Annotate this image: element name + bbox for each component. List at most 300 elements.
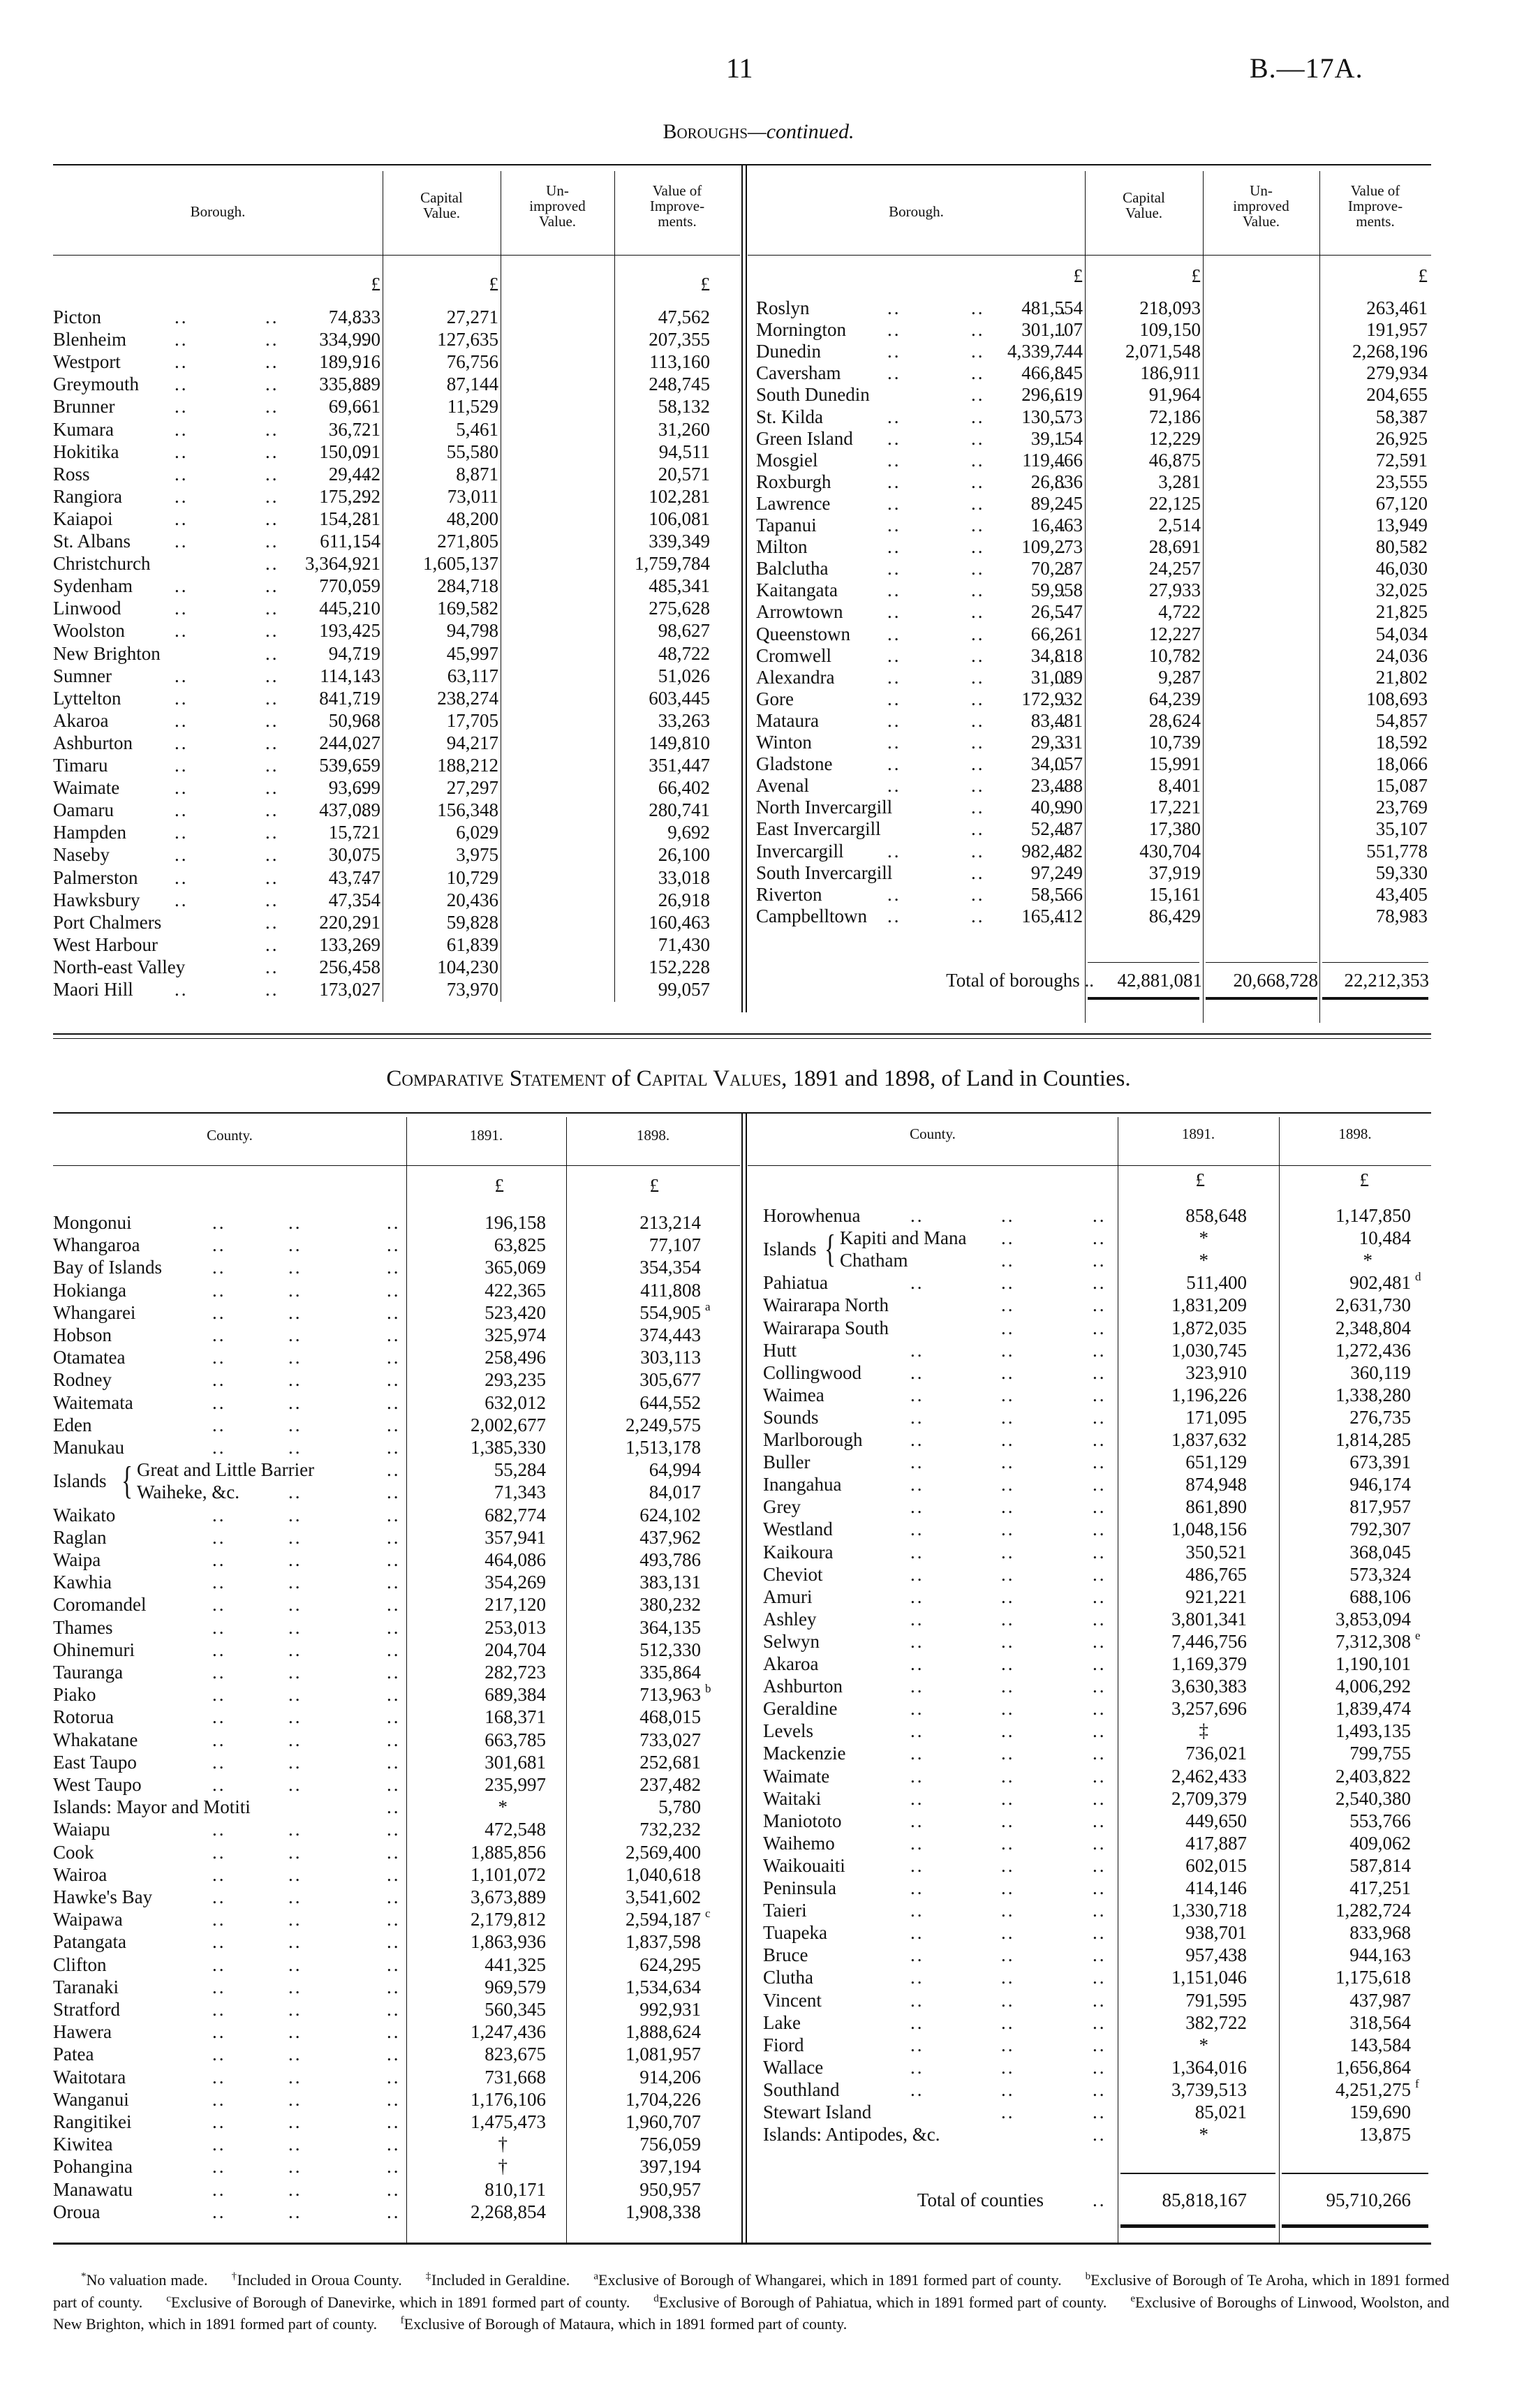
leader-dots xyxy=(175,821,188,843)
value-1891: 651,129 xyxy=(1185,1452,1247,1473)
leader-dots xyxy=(1093,1586,1107,1608)
leader-dots xyxy=(387,2155,401,2178)
borough-name: Naseby xyxy=(53,844,110,866)
borough-name: Oamaru xyxy=(53,799,114,821)
leader-dots xyxy=(910,1765,924,1787)
leader-dots xyxy=(910,1428,924,1451)
leader-dots xyxy=(1001,1249,1015,1271)
value-capital: 40,990 xyxy=(1030,797,1083,818)
value-improvements: 94,511 xyxy=(658,441,710,462)
value-capital: 29,442 xyxy=(328,463,380,485)
leader-dots xyxy=(1001,1765,1015,1787)
leader-dots xyxy=(971,557,985,579)
leader-dots xyxy=(910,1720,924,1742)
footnote-text: No valuation made. xyxy=(86,2271,208,2289)
leader-dots xyxy=(910,1653,924,1675)
county-name: Whakatane xyxy=(53,1729,138,1750)
header-1898: 1898. xyxy=(1338,1125,1372,1142)
leader-dots xyxy=(387,2133,401,2155)
table-row xyxy=(53,2201,751,2223)
value-unimproved: 64,239 xyxy=(1148,688,1201,709)
leader-dots xyxy=(971,862,985,884)
total-unimproved: 20,668,728 xyxy=(1233,970,1318,991)
leader-dots xyxy=(288,1391,302,1414)
leader-dots xyxy=(212,1504,226,1526)
leader-dots xyxy=(265,911,279,933)
value-1891: † xyxy=(498,2156,508,2178)
borough-name: Woolston xyxy=(53,620,125,642)
value-capital: 26,836 xyxy=(1030,471,1083,492)
value-1891: 3,257,696 xyxy=(1171,1698,1247,1720)
value-1898: 2,631,730 xyxy=(1335,1294,1411,1316)
leader-dots xyxy=(387,1976,401,1998)
leader-dots xyxy=(1001,1518,1015,1540)
leader-dots xyxy=(1093,1675,1107,1697)
county-name: Oroua xyxy=(53,2201,101,2222)
value-1891: 736,021 xyxy=(1185,1743,1247,1764)
leader-dots xyxy=(1093,1608,1107,1630)
table-row xyxy=(53,1706,751,1728)
table-row xyxy=(763,1227,1461,1249)
table-row xyxy=(763,2034,1461,2056)
value-1898: 364,135 xyxy=(639,1616,701,1638)
table-row xyxy=(756,406,1454,428)
leader-dots xyxy=(387,2066,401,2088)
value-unimproved: 45,997 xyxy=(446,642,498,664)
value-1891: 301,681 xyxy=(484,1751,546,1773)
value-unimproved: 37,919 xyxy=(1148,862,1201,883)
county-name: Kiwitea xyxy=(53,2134,113,2155)
borough-name: Roxburgh xyxy=(756,471,831,492)
county-name: Southland xyxy=(763,2078,840,2100)
table-row xyxy=(53,889,751,911)
value-1891: 293,235 xyxy=(484,1369,546,1391)
leader-dots xyxy=(212,1301,226,1324)
leader-dots xyxy=(1093,1877,1107,1899)
value-capital: 29,331 xyxy=(1030,732,1083,753)
value-1891: 464,086 xyxy=(484,1549,546,1570)
leader-dots xyxy=(910,2056,924,2078)
leader-dots xyxy=(212,2111,226,2133)
leader-dots xyxy=(971,579,985,601)
value-1891: 414,146 xyxy=(1185,1877,1247,1898)
borough-name: South Dunedin xyxy=(756,384,870,406)
value-1898: 303,113 xyxy=(640,1347,701,1368)
leader-dots xyxy=(887,644,901,667)
value-improvements: 248,745 xyxy=(649,374,710,395)
leader-dots xyxy=(288,1661,302,1683)
leader-dots xyxy=(175,665,188,687)
borough-name: Maori Hill xyxy=(53,979,133,1000)
leader-dots xyxy=(265,978,279,1000)
value-unimproved: 20,436 xyxy=(446,889,498,910)
borough-name: North Invercargill xyxy=(756,797,893,818)
leader-dots xyxy=(212,1526,226,1549)
borough-name: Avenal xyxy=(756,775,809,797)
leader-dots xyxy=(387,2088,401,2111)
leader-dots xyxy=(910,1697,924,1720)
table-row xyxy=(763,1384,1461,1406)
borough-name: Westport xyxy=(53,351,121,373)
leader-dots xyxy=(887,731,901,753)
leader-dots xyxy=(887,666,901,688)
value-1898: 673,391 xyxy=(1349,1452,1411,1473)
footnote-text: Exclusive of Borough of Whangarei, which in 1891 formed part of county. xyxy=(598,2271,1062,2289)
leader-dots xyxy=(212,1818,226,1840)
county-name: Otamatea xyxy=(53,1347,126,1368)
value-1898: 1,656,864 xyxy=(1335,2056,1411,2078)
value-1891: 1,169,379 xyxy=(1171,1653,1247,1674)
value-1898: 2,540,380 xyxy=(1335,1787,1411,1809)
leader-dots xyxy=(265,597,279,619)
leader-dots xyxy=(1093,2101,1107,2123)
value-unimproved: 12,227 xyxy=(1148,623,1201,644)
value-1891: 1,048,156 xyxy=(1171,1519,1247,1540)
table-row xyxy=(53,1436,751,1458)
county-name: Piako xyxy=(53,1684,96,1706)
value-1898: 7,312,308 xyxy=(1335,1630,1411,1652)
leader-dots xyxy=(1001,1742,1015,1764)
value-1891: 2,268,854 xyxy=(471,2201,546,2222)
value-capital: 34,818 xyxy=(1030,644,1083,666)
value-improvements: 98,627 xyxy=(658,620,710,642)
leader-dots xyxy=(387,1346,401,1368)
value-improvements: 33,263 xyxy=(658,709,710,731)
table-row xyxy=(53,1301,751,1324)
value-unimproved: 188,212 xyxy=(437,755,498,776)
table-row xyxy=(53,2111,751,2133)
county-name: East Taupo xyxy=(53,1751,137,1773)
table-row xyxy=(756,340,1454,362)
value-improvements: 26,100 xyxy=(658,844,710,866)
county-name: Chatham xyxy=(840,1250,908,1271)
leader-dots xyxy=(971,731,985,753)
value-1898: 1,839,474 xyxy=(1335,1698,1411,1720)
value-improvements: 204,655 xyxy=(1366,384,1428,406)
leader-dots xyxy=(1001,1832,1015,1854)
leader-dots xyxy=(212,1953,226,1976)
leader-dots xyxy=(212,1616,226,1639)
leader-dots xyxy=(887,449,901,471)
value-1891: 204,704 xyxy=(484,1639,546,1660)
currency-symbol: £ xyxy=(1195,1169,1205,1190)
value-1898: 756,059 xyxy=(639,2134,701,2155)
leader-dots xyxy=(288,1706,302,1728)
group-label: Islands xyxy=(53,1470,107,1492)
leader-dots xyxy=(288,2133,302,2155)
leader-dots xyxy=(175,508,188,530)
table-row xyxy=(756,753,1454,775)
header-borough: Borough. xyxy=(889,203,944,220)
leader-dots xyxy=(212,2088,226,2111)
leader-dots xyxy=(175,328,188,350)
leader-dots xyxy=(910,1204,924,1227)
value-capital: 172,932 xyxy=(1021,688,1083,709)
value-unimproved: 87,144 xyxy=(446,374,498,395)
table-row xyxy=(53,1841,751,1863)
value-improvements: 21,802 xyxy=(1375,666,1428,688)
value-1898: 1,534,634 xyxy=(626,1976,701,1997)
footnote-mark: a xyxy=(593,2271,599,2282)
value-unimproved: 156,348 xyxy=(437,799,498,821)
table-row xyxy=(763,1675,1461,1697)
leader-dots xyxy=(387,2043,401,2065)
county-name: Raglan xyxy=(53,1526,107,1548)
leader-dots xyxy=(971,514,985,536)
value-1898: 2,594,187 xyxy=(626,1909,701,1930)
value-improvements: 48,722 xyxy=(658,642,710,664)
leader-dots xyxy=(387,1729,401,1751)
leader-dots xyxy=(887,753,901,775)
county-name: Tauranga xyxy=(53,1662,124,1683)
leader-dots xyxy=(387,1211,401,1234)
leader-dots xyxy=(212,2178,226,2201)
table-row xyxy=(53,1593,751,1616)
value-unimproved: 127,635 xyxy=(437,329,498,350)
table-row xyxy=(763,1428,1461,1451)
counties-total-row xyxy=(748,2189,1431,2211)
leader-dots xyxy=(212,1661,226,1683)
footnote-mark: * xyxy=(81,2271,87,2282)
leader-dots xyxy=(910,1921,924,1944)
table-row xyxy=(53,732,751,754)
value-1891: 171,095 xyxy=(1185,1406,1247,1428)
table-row xyxy=(763,1249,1461,1271)
value-1891: 969,579 xyxy=(484,1976,546,1997)
borough-name: Arrowtown xyxy=(756,601,843,623)
leader-dots xyxy=(971,774,985,797)
county-name: Wanganui xyxy=(53,2088,129,2110)
borough-name: West Harbour xyxy=(53,933,158,955)
value-capital: 466,845 xyxy=(1021,362,1083,384)
table-row xyxy=(53,1549,751,1571)
county-name: Pohangina xyxy=(53,2156,133,2178)
borough-name: North-east Valley xyxy=(53,956,186,977)
value-unimproved: 48,200 xyxy=(446,508,498,529)
value-capital: 445,210 xyxy=(319,598,380,619)
leader-dots xyxy=(1093,1697,1107,1720)
leader-dots xyxy=(288,1593,302,1616)
value-unimproved: 17,380 xyxy=(1148,818,1201,840)
county-name: Clifton xyxy=(53,1953,107,1975)
leader-dots xyxy=(387,2178,401,2201)
title-part: Capital Values xyxy=(636,1066,782,1091)
county-name: Thames xyxy=(53,1616,113,1638)
borough-name: Greymouth xyxy=(53,374,139,395)
value-1898: 4,006,292 xyxy=(1335,1676,1411,1697)
value-improvements: 67,120 xyxy=(1375,492,1428,514)
county-name: Coromandel xyxy=(53,1594,147,1616)
borough-name: Waimate xyxy=(53,777,120,799)
table-row xyxy=(756,905,1454,927)
leader-dots xyxy=(212,1908,226,1930)
leader-dots xyxy=(265,889,279,911)
county-name: Rangitikei xyxy=(53,2111,132,2132)
value-1891: 449,650 xyxy=(1185,1810,1247,1831)
value-1898: 946,174 xyxy=(1349,1474,1411,1495)
leader-dots xyxy=(288,1930,302,1953)
value-capital: 47,354 xyxy=(328,889,380,910)
value-1898: 644,552 xyxy=(639,1391,701,1413)
leader-dots xyxy=(265,754,279,776)
table-row xyxy=(756,318,1454,341)
leader-dots xyxy=(387,1414,401,1436)
header-borough: Borough. xyxy=(190,203,246,220)
leader-dots xyxy=(265,441,279,463)
value-1898: 1,704,226 xyxy=(626,2088,701,2110)
leader-dots xyxy=(887,709,901,732)
county-name: Stratford xyxy=(53,1999,120,2020)
leader-dots xyxy=(1001,1473,1015,1495)
brace-icon: { xyxy=(121,1459,133,1503)
sum-rule xyxy=(1322,962,1428,963)
footnote xyxy=(81,2271,208,2289)
leader-dots xyxy=(212,2201,226,2223)
table-row xyxy=(53,350,751,373)
header-1898: 1898. xyxy=(636,1127,670,1144)
county-name: Hobson xyxy=(53,1324,112,1345)
leader-dots xyxy=(1001,2011,1015,2034)
leader-dots xyxy=(288,1301,302,1324)
leader-dots xyxy=(387,1526,401,1549)
double-rule xyxy=(1282,2224,1428,2228)
value-unimproved: 430,704 xyxy=(1139,840,1201,862)
value-capital: 173,027 xyxy=(319,979,380,1000)
leader-dots xyxy=(1093,1294,1107,1316)
leader-dots xyxy=(1001,1675,1015,1697)
leader-dots xyxy=(887,471,901,493)
leader-dots xyxy=(288,1481,302,1503)
header-capital-value: Capital Value. xyxy=(1123,189,1165,221)
leader-dots xyxy=(387,2201,401,2223)
currency-symbol: £ xyxy=(700,274,710,295)
value-unimproved: 28,691 xyxy=(1148,536,1201,558)
value-unimproved: 24,257 xyxy=(1148,558,1201,579)
county-name: Taranaki xyxy=(53,1976,119,1997)
leader-dots xyxy=(971,406,985,428)
value-capital: 296,619 xyxy=(1021,384,1083,406)
table-row xyxy=(756,297,1454,319)
county-name: Maniototo xyxy=(763,1810,842,1831)
value-1891: 810,171 xyxy=(484,2178,546,2200)
leader-dots xyxy=(212,1773,226,1796)
table-row xyxy=(756,862,1454,884)
value-unimproved: 3,975 xyxy=(456,844,498,866)
leader-dots xyxy=(288,1414,302,1436)
county-name: Islands: Antipodes, &c. xyxy=(763,2124,940,2145)
table-row xyxy=(53,1818,751,1840)
leader-dots xyxy=(387,1549,401,1571)
value-1898: 1,282,724 xyxy=(1335,1900,1411,1921)
value-capital: 244,027 xyxy=(319,732,380,753)
double-rule xyxy=(1120,2224,1275,2228)
leader-dots xyxy=(387,2111,401,2133)
value-1898: 1,190,101 xyxy=(1335,1653,1411,1674)
borough-name: Gore xyxy=(756,688,794,709)
footnote xyxy=(653,2293,1107,2311)
leader-dots xyxy=(1001,1586,1015,1608)
table-row xyxy=(763,1563,1461,1586)
leader-dots xyxy=(1093,2034,1107,2056)
leader-dots xyxy=(288,1976,302,1998)
county-name: Horowhenua xyxy=(763,1205,861,1226)
value-1891: 354,269 xyxy=(484,1572,546,1593)
county-name: Akaroa xyxy=(763,1653,819,1674)
value-1891: 217,120 xyxy=(484,1594,546,1616)
leader-dots xyxy=(1093,1406,1107,1428)
leader-dots xyxy=(971,362,985,384)
footnote xyxy=(426,2271,570,2289)
table-row xyxy=(53,1751,751,1773)
leader-dots xyxy=(212,1211,226,1234)
table-row xyxy=(53,1661,751,1683)
double-rule xyxy=(1322,997,1428,1000)
leader-dots xyxy=(910,1608,924,1630)
leader-dots xyxy=(1001,1495,1015,1518)
leader-dots xyxy=(265,328,279,350)
leader-dots xyxy=(971,666,985,688)
value-1898: 587,814 xyxy=(1349,1854,1411,1876)
county-name: Islands: Mayor and Motiti xyxy=(53,1796,251,1818)
leader-dots xyxy=(288,1818,302,1840)
value-improvements: 78,983 xyxy=(1375,905,1428,926)
header-rule-left xyxy=(53,255,740,256)
value-1891: 921,221 xyxy=(1185,1586,1247,1607)
leader-dots xyxy=(1093,2011,1107,2034)
header-county: County. xyxy=(207,1127,253,1144)
county-name: Waitaki xyxy=(763,1787,822,1809)
value-1891: 486,765 xyxy=(1185,1563,1247,1585)
value-1891: 2,179,812 xyxy=(471,1909,546,1930)
table-row xyxy=(53,911,751,933)
value-1891: 957,438 xyxy=(1185,1944,1247,1966)
table-row xyxy=(53,1773,751,1796)
value-unimproved: 3,281 xyxy=(1158,471,1201,492)
borough-name: Sydenham xyxy=(53,575,133,597)
county-name: Kawhia xyxy=(53,1572,112,1593)
value-unimproved: 186,911 xyxy=(1140,362,1201,384)
leader-dots xyxy=(288,1526,302,1549)
leader-dots xyxy=(265,552,279,575)
leader-dots xyxy=(175,732,188,754)
county-name: Lake xyxy=(763,2011,801,2033)
leader-dots xyxy=(288,2178,302,2201)
footnote-mark: e xyxy=(1415,1628,1421,1642)
leader-dots xyxy=(387,1301,401,1324)
leader-dots xyxy=(288,1863,302,1886)
value-1898: 1,888,624 xyxy=(626,2021,701,2043)
table-row xyxy=(53,1504,751,1526)
value-1898: 2,249,575 xyxy=(626,1414,701,1435)
value-1898: 573,324 xyxy=(1349,1563,1411,1585)
table-row xyxy=(53,2088,751,2111)
leader-dots xyxy=(971,449,985,471)
leader-dots xyxy=(971,318,985,341)
borough-name: Timaru xyxy=(53,755,108,776)
leader-dots xyxy=(1001,1204,1015,1227)
borough-name: Roslyn xyxy=(756,297,810,318)
value-improvements: 351,447 xyxy=(649,755,710,776)
county-name: Wairarapa South xyxy=(763,1317,889,1338)
table-row xyxy=(53,463,751,485)
county-name: Waimea xyxy=(763,1384,824,1405)
value-unimproved: 5,461 xyxy=(456,418,498,440)
table-row xyxy=(53,1886,751,1908)
table-row xyxy=(763,1473,1461,1495)
borough-name: Queenstown xyxy=(756,623,850,644)
leader-dots xyxy=(1093,1518,1107,1540)
borough-name: South Invercargill xyxy=(756,862,893,883)
